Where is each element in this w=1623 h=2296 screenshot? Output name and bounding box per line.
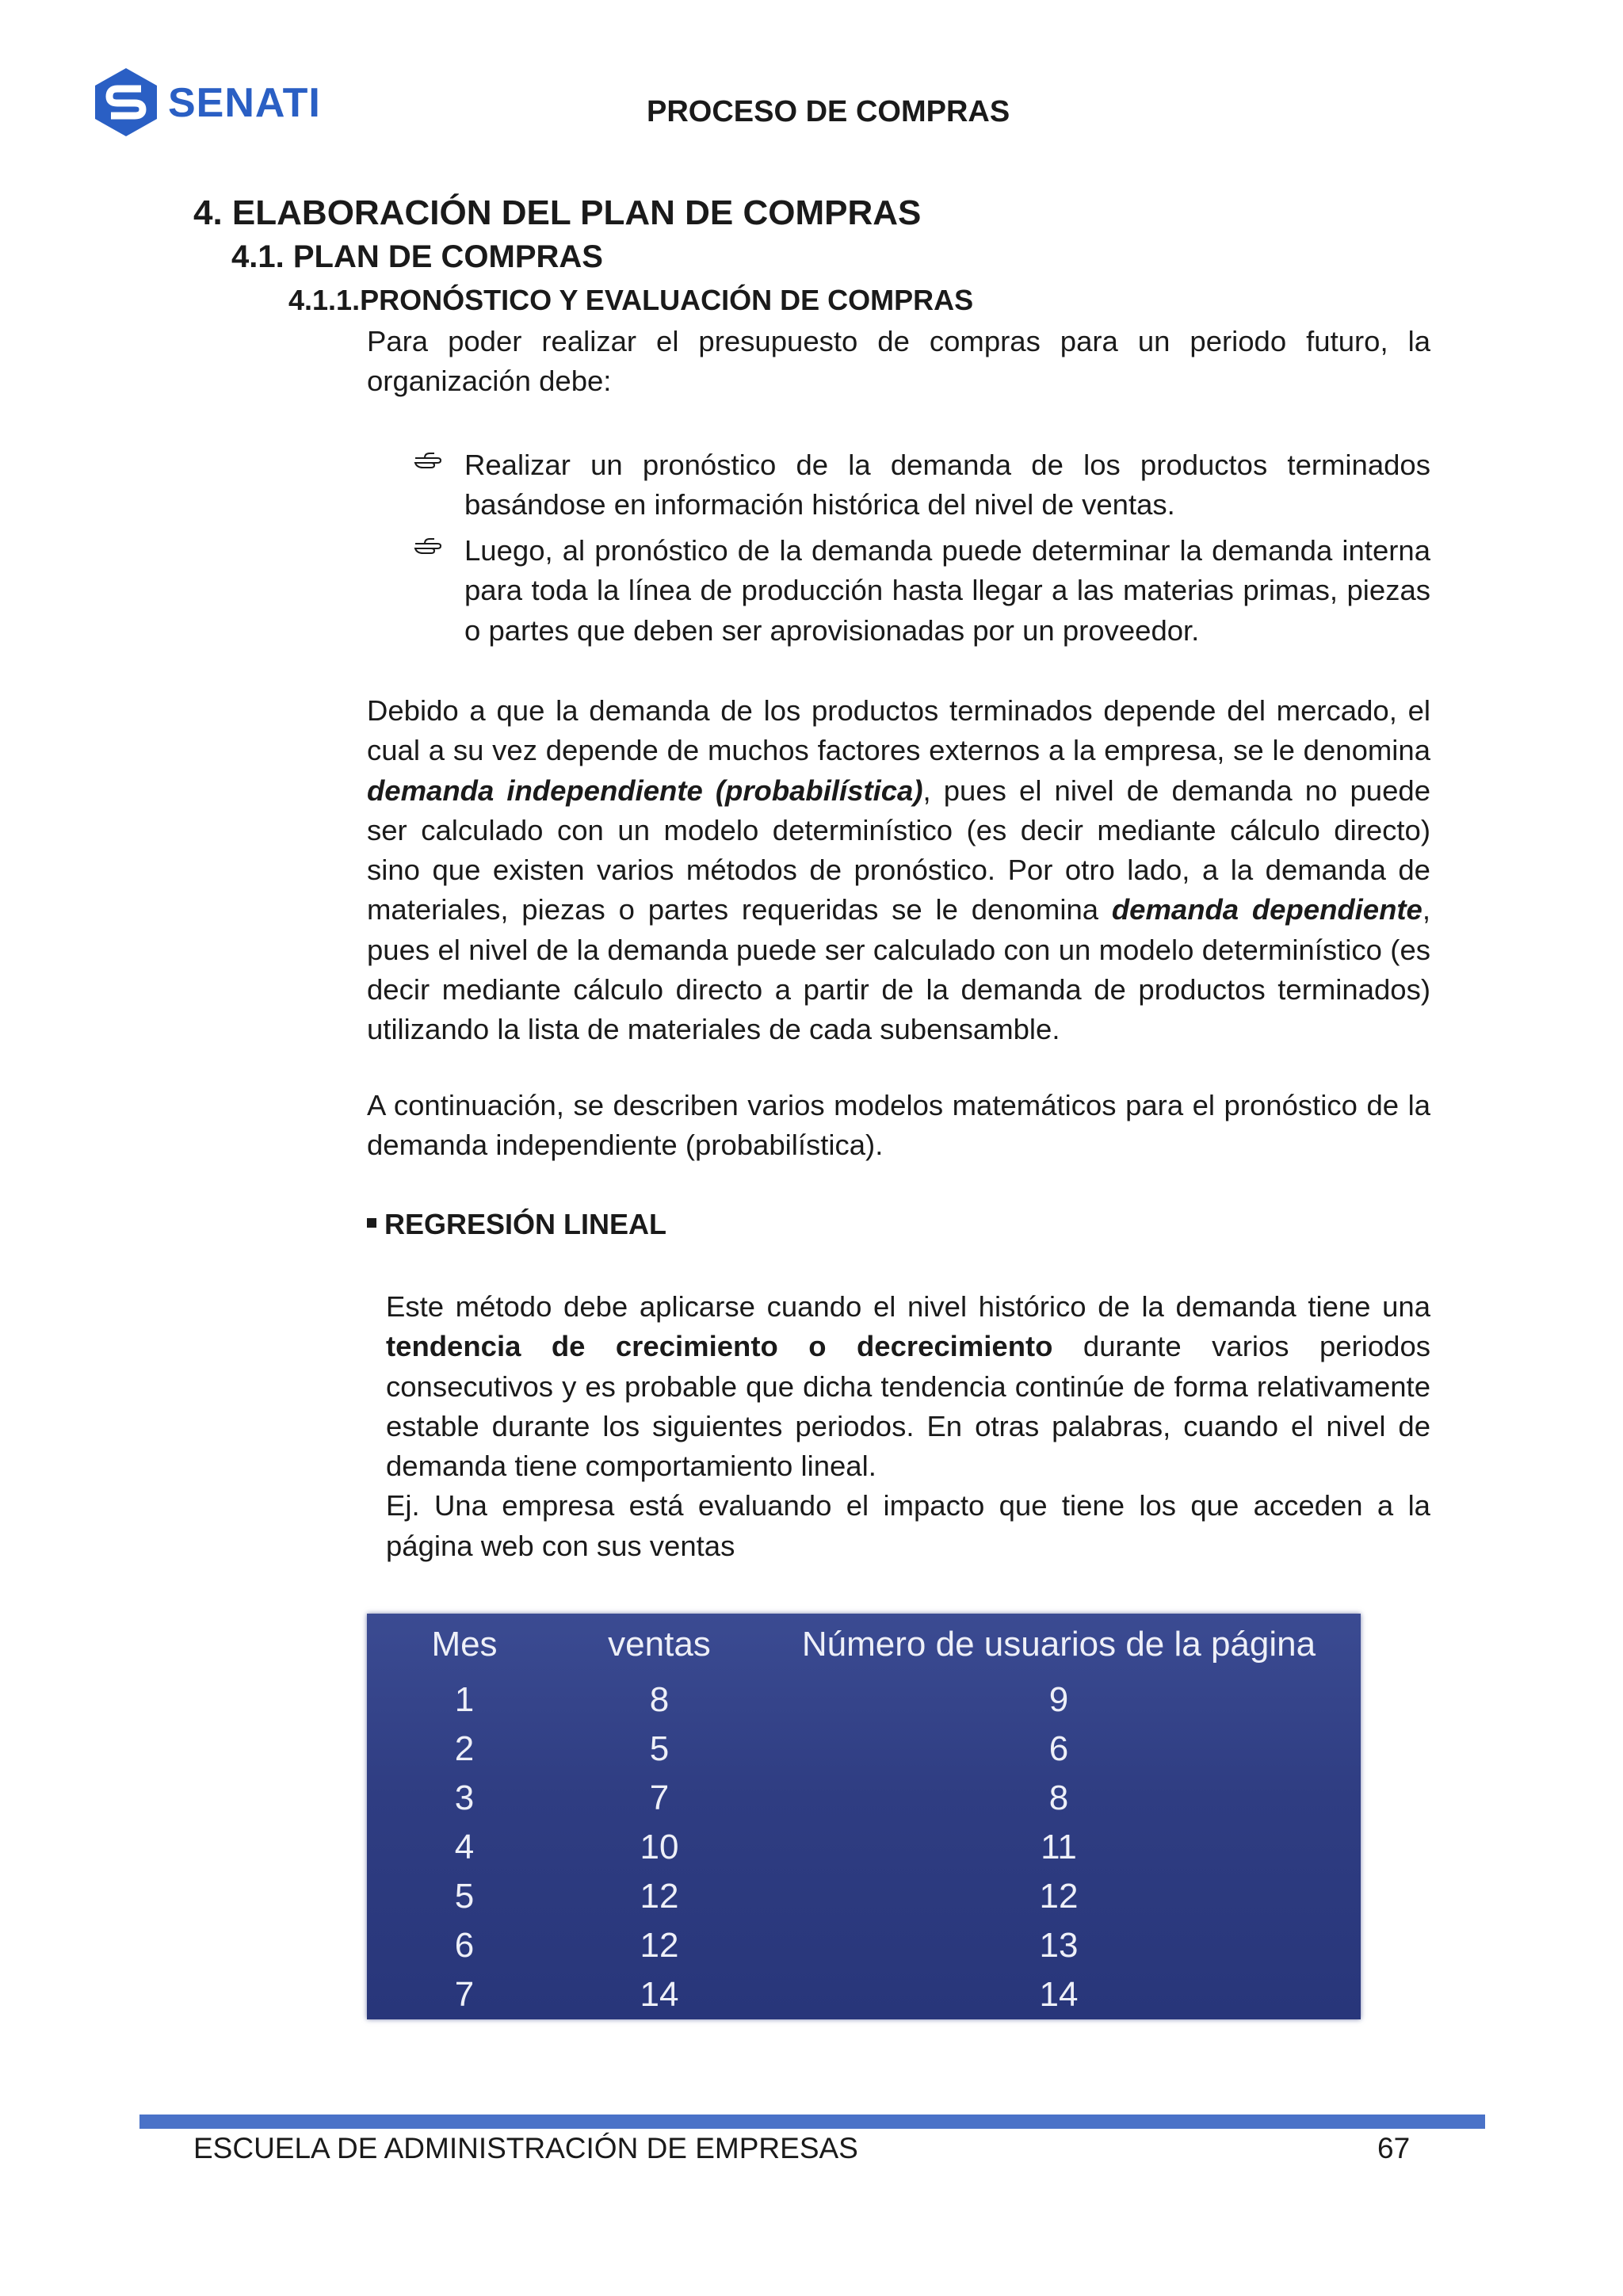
square-bullet-icon xyxy=(367,1218,376,1228)
regression-paragraph xyxy=(386,1287,1430,1566)
table-row xyxy=(367,1675,1361,1725)
table-cell: 6 xyxy=(454,1926,475,1965)
senati-logo-icon xyxy=(92,67,160,138)
footer-divider xyxy=(139,2115,1485,2129)
table-row xyxy=(367,1823,1361,1872)
emphasis-trend: tendencia de crecimiento o decrecimiento xyxy=(386,1330,1053,1363)
emphasis-dependent-demand: demanda dependiente xyxy=(1111,893,1423,926)
demand-types-paragraph xyxy=(367,691,1430,1050)
table-cell: 2 xyxy=(454,1729,475,1768)
models-intro-paragraph: A continuación, se describen varios modelos matemáticos para el pronóstico de la demanda independiente (probabilística). xyxy=(367,1089,1430,1162)
sales-users-table xyxy=(367,1614,1361,2019)
subsubsection-heading: 4.1.1.PRONÓSTICO Y EVALUACIÓN DE COMPRAS xyxy=(288,284,974,316)
list-item-text: Realizar un pronóstico de la demanda de los productos terminados basándose en información histórica del nivel de ventas. xyxy=(464,449,1430,521)
text-run: , pues el nivel de la demanda puede ser calculado con un modelo determinístico (es decir mediante cálculo directo a partir de la demanda de productos terminados) utilizando la lista de materiales de cada subensamble. xyxy=(367,893,1431,1046)
example-text: Ej. Una empresa está evaluando el impacto que tiene los que acceden a la página web con sus ventas xyxy=(386,1489,1430,1562)
table-row xyxy=(367,1970,1361,2019)
table-cell: 5 xyxy=(649,1729,670,1768)
table-cell: 14 xyxy=(640,1975,679,2014)
table-cell: 5 xyxy=(454,1877,475,1916)
table-cell: 8 xyxy=(1048,1778,1069,1817)
logo-wordmark: SENATI xyxy=(168,80,321,126)
section-heading: 4. ELABORACIÓN DEL PLAN DE COMPRAS xyxy=(193,193,922,232)
table-cell: 6 xyxy=(1048,1729,1069,1768)
table-cell: 12 xyxy=(640,1877,679,1916)
table-cell: 7 xyxy=(649,1778,670,1817)
table-row xyxy=(367,1774,1361,1823)
table-cell: 13 xyxy=(1039,1926,1079,1965)
table-cell: 14 xyxy=(1039,1975,1079,2014)
table-cell: 4 xyxy=(454,1828,475,1866)
pointing-hand-icon xyxy=(414,449,449,472)
text-run: , pues el nivel de demanda no puede ser calculado con un modelo determinístico (es decir mediante cálculo directo) sino que existen varios métodos de pronóstico. Por otro lado, a la demanda de materiales, piezas o partes requeridas se le denomina xyxy=(367,774,1430,926)
table-header-row xyxy=(367,1614,1361,1675)
subsection-heading: 4.1. PLAN DE COMPRAS xyxy=(231,239,603,274)
document-title: PROCESO DE COMPRAS xyxy=(647,95,1010,128)
column-header-ventas: ventas xyxy=(608,1625,711,1664)
table-cell: 8 xyxy=(649,1680,670,1719)
data-table xyxy=(367,1614,1361,2019)
table-cell: 11 xyxy=(1041,1828,1077,1866)
table-cell: 12 xyxy=(640,1926,679,1965)
table-cell: 1 xyxy=(454,1680,475,1719)
table-cell: 3 xyxy=(454,1778,475,1817)
text-run: durante varios periodos consecutivos y es probable que dicha tendencia continúe de forma relativamente estable durante los siguientes periodos. En otras palabras, cuando el nivel de demanda tiene comportamiento lineal. xyxy=(386,1330,1431,1483)
pointing-hand-icon xyxy=(414,534,449,558)
table-row xyxy=(367,1725,1361,1774)
regression-heading-text: REGRESIÓN LINEAL xyxy=(384,1208,667,1240)
emphasis-independent-demand: demanda independiente (probabilística) xyxy=(367,774,923,807)
page-number: 67 xyxy=(1377,2132,1411,2164)
table-cell: 12 xyxy=(1039,1877,1079,1916)
table-row xyxy=(367,1872,1361,1921)
list-item-text: Luego, al pronóstico de la demanda puede determinar la demanda interna para toda la línea de producción hasta llegar a las materias primas, piezas o partes que deben ser aprovisionadas por un proveedor. xyxy=(464,534,1430,647)
table-cell: 9 xyxy=(1048,1680,1069,1719)
regression-heading xyxy=(367,1208,666,1241)
table-cell: 7 xyxy=(454,1975,475,2014)
column-header-usuarios: Número de usuarios de la página xyxy=(801,1625,1316,1664)
text-run: Este método debe aplicarse cuando el nivel histórico de la demanda tiene una xyxy=(386,1290,1430,1323)
column-header-mes: Mes xyxy=(431,1625,498,1664)
footer-school-name: ESCUELA DE ADMINISTRACIÓN DE EMPRESAS xyxy=(193,2132,858,2164)
intro-paragraph: Para poder realizar el presupuesto de compras para un periodo futuro, la organización debe: xyxy=(367,325,1430,398)
table-body xyxy=(367,1675,1361,2019)
table-cell: 10 xyxy=(640,1828,679,1866)
text-run: Debido a que la demanda de los productos terminados depende del mercado, el cual a su vez depende de muchos factores externos a la empresa, se le denomina xyxy=(367,694,1430,767)
table-row xyxy=(367,1921,1361,1970)
senati-logo xyxy=(92,67,377,143)
